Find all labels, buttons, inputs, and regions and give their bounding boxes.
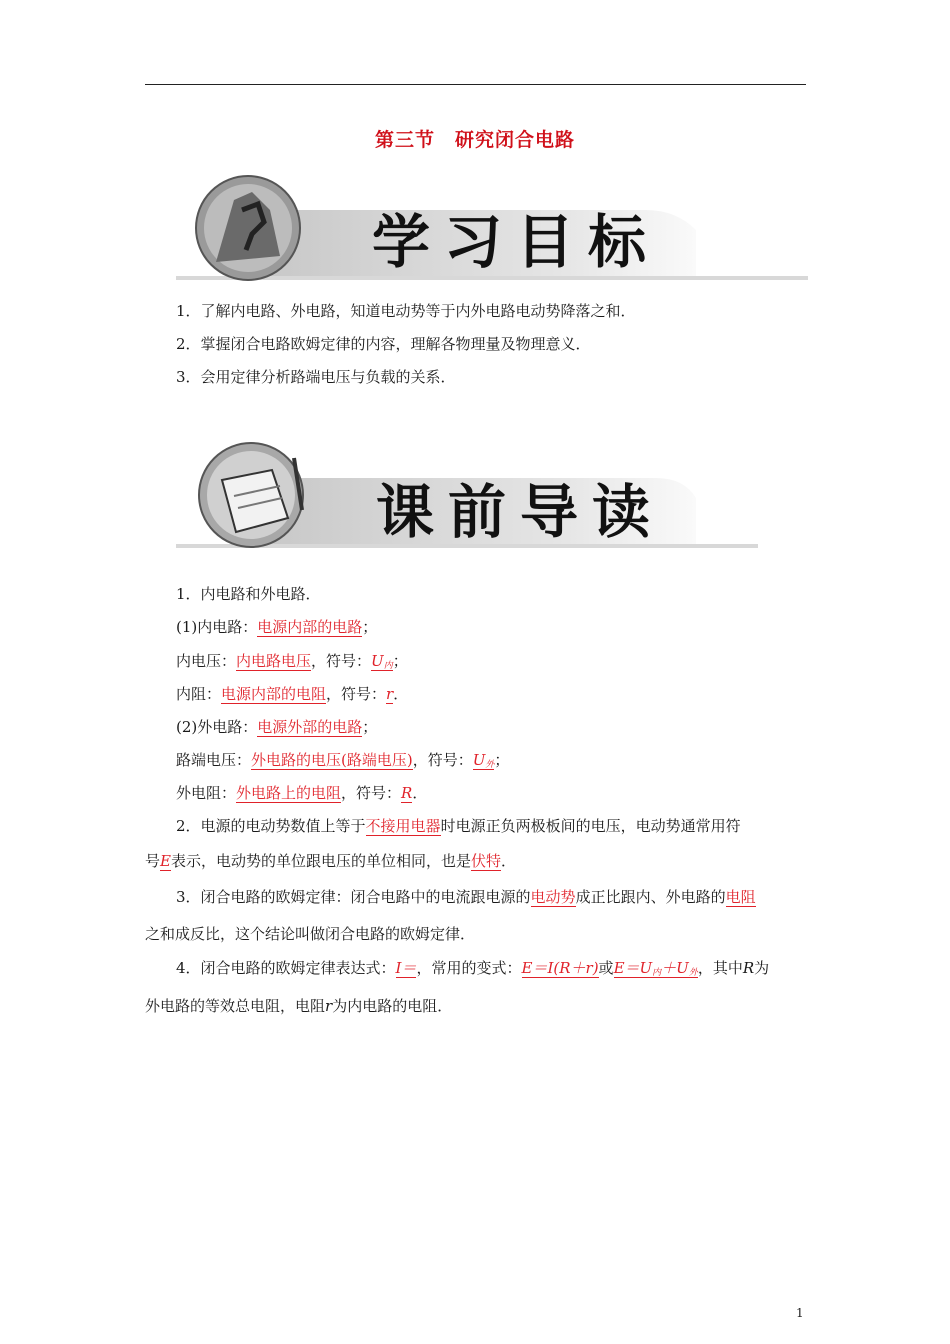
answer-formula-e1: E＝I(R＋r) — [521, 959, 599, 977]
goal-1: 1．了解内电路、外电路，知道电动势等于内外电路电动势降落之和． — [176, 302, 636, 320]
page-number: 1 — [796, 1306, 804, 1320]
answer-volt: 伏特 — [470, 852, 501, 870]
s1-rin-line: 内阻：电源内部的电阻，符号：r． — [176, 685, 409, 703]
s1-uout-line: 路端电压：外电路的电压(路端电压)，符号：$U_外$； — [176, 751, 510, 770]
s1-outer-line: (2)外电路：电源外部的电路； — [176, 718, 378, 736]
answer-inner: 电源内部的电路 — [257, 618, 363, 636]
answer-outer: 电源外部的电路 — [257, 718, 363, 736]
answer-uout: 外电路的电压(路端电压) — [251, 751, 413, 769]
goal-2: 2．掌握闭合电路欧姆定律的内容，理解各物理量及物理意义． — [176, 335, 591, 353]
goal-3: 3．会用定律分析路端电压与负载的关系． — [176, 368, 456, 386]
answer-emf-symbol: E — [160, 852, 171, 870]
goals-banner — [176, 170, 808, 286]
s2-line1: 2．电源的电动势数值上等于不接用电器时电源正负两极板间的电压，电动势通常用符 — [176, 817, 741, 835]
s4-line2: 外电路的等效总电阻，电阻r为内电路的电阻． — [145, 997, 453, 1015]
s3-line2: 之和成反比，这个结论叫做闭合电路的欧姆定律． — [145, 925, 476, 943]
answer-resistance: 电阻 — [725, 888, 756, 906]
s1-inner-line: (1)内电路：电源内部的电路； — [176, 618, 378, 636]
s1-head: 1．内电路和外电路． — [176, 585, 321, 603]
answer-uin-sym: $U_内$ — [371, 652, 393, 671]
preview-banner-text: 课前导读 — [376, 478, 665, 546]
answer-rin-sym: r — [386, 685, 394, 703]
answer-formula-i: I＝ — [395, 959, 417, 977]
answer-rin: 电源内部的电阻 — [221, 685, 327, 703]
s4-line1: 4．闭合电路的欧姆定律表达式：I＝，常用的变式：E＝I(R＋r)或$E=U_内+U_外$，其中R为 — [176, 959, 770, 978]
goals-banner-text: 学习目标 — [372, 208, 661, 276]
answer-uout-sym: $U_外$ — [472, 751, 495, 770]
s1-uin-line: 内电压：内电路电压，符号：$U_内$； — [176, 652, 408, 671]
s1-rout-line: 外电阻：外电路上的电阻，符号：R． — [176, 784, 428, 802]
answer-formula-e2: $E=U_内+U_外$ — [613, 959, 698, 978]
answer-rout-sym: R — [401, 784, 413, 802]
s3-line1: 3．闭合电路的欧姆定律：闭合电路中的电流跟电源的电动势成正比跟内、外电路的电阻 — [176, 888, 756, 906]
answer-no-load: 不接用电器 — [365, 817, 441, 835]
answer-emf: 电动势 — [530, 888, 576, 906]
answer-rout: 外电路上的电阻 — [236, 784, 342, 802]
section-title: 第三节 研究闭合电路 — [374, 129, 575, 151]
answer-uin: 内电路电压 — [236, 652, 312, 670]
s2-line2: 号E表示，电动势的单位跟电压的单位相同，也是伏特． — [145, 852, 517, 870]
header-rule — [145, 84, 806, 85]
preview-banner — [176, 440, 758, 556]
